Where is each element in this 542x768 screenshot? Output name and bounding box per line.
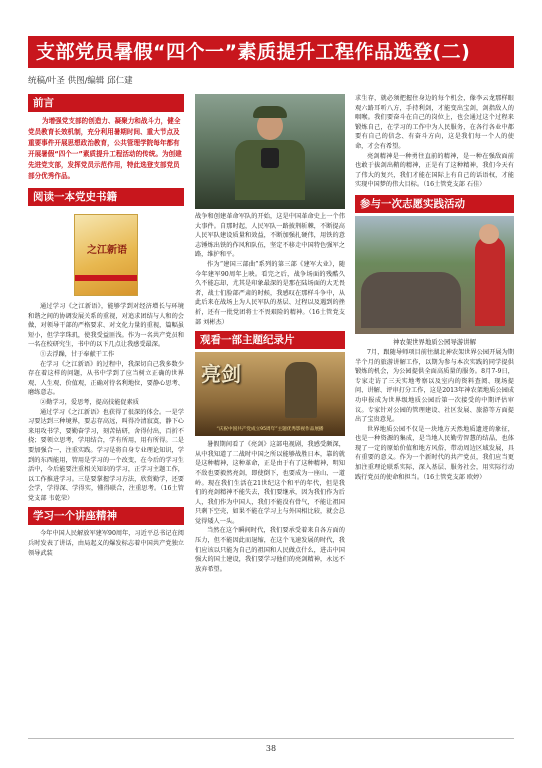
book-para-2: ①去浮躁，甘于奉献干工作 (40, 350, 115, 358)
photo-caption: 神农架世界地质公园导游讲解 (392, 337, 477, 346)
soldier-figure (285, 362, 317, 418)
speech-heading: 学习一个讲座精神 (28, 507, 184, 525)
film-heading: 观看一部主题纪录片 (195, 331, 345, 349)
film-poster-caption: “庆祝中国共产党成立95周年”主题优秀影视作品展播 (216, 427, 324, 433)
book-heading: 阅读一本党史书籍 (28, 188, 184, 206)
visitors-group (361, 272, 461, 328)
military-leader-photo (195, 94, 345, 209)
speech-text: 今年中国人民解放军建军90周年，习近平总书记在阅兵时发表了讲话，由局起义的爆发标志着中国共产党独立领导武装 (28, 530, 184, 557)
volunteer-photo (355, 216, 514, 334)
page-title: 支部党员暑假“四个一”素质提升工程作品选登(二) (36, 41, 471, 63)
practice-heading: 参与一次志愿实践活动 (355, 195, 514, 213)
practice-para-2: 世界地质公园不仅是一块地方天然地质遗迹的象征，也是一种资源的集成，是当地人民勤劳智慧的结晶，也体现了一定的原始价值和地方风俗，带动周边区域发展，具有重要的意义。作为一个新时代的共产党员，我们应当更加注重理论联系实际，深入基层、服务社会，用实际行动践行党员的使命和担当。（16土管党支部 欧婷） (355, 425, 514, 481)
middle-column (195, 94, 345, 574)
middle-para-1: 战争和创建革命军队的开始，这是中国革命史上一个伟大事件。自那时起，人民军队一路披荆斩棘，不断提高人民军队建设质量和效益，不断加强扎硬伟，用铁的意志锤炼出铁的作风和队伍，坚定不移走中国特色强军之路，维护和平。 (195, 213, 345, 259)
figure-cap (253, 106, 287, 118)
film-poster-title: 亮剑 (201, 362, 241, 387)
footer-rule (28, 738, 514, 739)
middle-para-2: 作为“建国三部曲”系列的第三部《建军大业》，随今年建军90周年上映。看完之后，战争场面的残酷久久不能忘却，尤其是印象最深的是那在陆场面的大无畏者，战士们脸部严肃的时候，我感叹在那样斗争中，从此后来在战场上为人民军队的基层、过程以及遇到的挫折，还有一批党团将士不畏艰险的精神。（16土管党支部 刘彬杰） (195, 260, 345, 326)
preface-heading: 前言 (28, 94, 184, 112)
credit-line: 统稿/叶圣 供图/编辑 邱仁建 (28, 76, 133, 86)
guide-head (479, 224, 499, 244)
right-column (355, 94, 514, 482)
book-para-4: ②勤学习，爱思考，提高技能促素质 (40, 398, 139, 406)
book-para-1: 通过学习《之江新语》，能够学到对经济增长与环境和谐之间的协调发展关系的重视，对追求团结与人和的会做，对领导干部的严格要求、对文化力量的重视，篇幅虽短小，但学字珠玑，使我受益匪浅。作为一名共产党员和一名在校研究生，书中的以下几点让我感受最深。 (28, 303, 184, 349)
page-title-banner (28, 36, 514, 68)
book-cover-stripe (75, 275, 137, 281)
right-para-1: 求生存，就必须把握住身边的每个机会，像李云龙那样眼观六路耳听八方，手持利剑，才能变出宝剑，剑指敌人的咽喉。我们要奋斗在自己的岗位上，也会通过这个过程来锻炼自己，在学习的工作中为人民服务，在各行各业中都要有自己的信念、有奋斗方向，这是我们每一个人的使命，才会有希望。 (355, 95, 514, 150)
film-para-1: 暑假期间看了《亮剑》这部电视剧，我感受颇深，从中我知道了二战时中国之所以能够战胜日本，靠的就是这种精神，这种革命，正是由于有了这种精神，明知不敌也要毅然亮剑，即使倒下，也要成为一座山、一道岭。现在我们生活在21世纪这个和平的年代，但是我们的亮剑精神不能失去，我们要继承，因为我们作为后人，我们作为中国人，我们不能没有骨气，不能让祖国只剩下空壳，如果不能在学习上与外国相比较，就会总觉得矮人一头。 (195, 441, 345, 525)
book-para-3: 在学习《之江新语》的过程中，我深切自己我多数少存在着这样的问题，从书中学到了应当树立正确的世界观、人生观、价值观，正确对待名利地位，要静心思考、磨练意志。 (28, 360, 184, 397)
guide-figure (475, 236, 505, 326)
book-para-5: 通过学习《之江新语》也获得了很深的体会。一是学习要达到三种境界，要志存高远，叫得冷清寂寞，静下心来用攻书学，要勤奋学习，刻苦钻研，舍得付出，百折不挠；要领立思考，学用结合，学有所用，用有所得。二是要加强合一，注重实践。学习是将自身专业理论知识，学到的东西能用，管用是学习的一个改变，在今后的学习生活中，今后能要注重相关知识的学习，正学习主题工作，以工作推进学习。三是要掌握学习方法，欣赏勤学，还要会学，学得深、学得实，懂得联合，注重思考。（16土管党支部 韦乾荣） (28, 408, 184, 502)
page-number: 38 (265, 744, 277, 753)
film-poster (195, 352, 345, 436)
film-para-2: 当然在这个瞬间时代，我们要承受着来自各方面的压力，但不能因此而退缩，在这个飞速发展的时代，我们应该以只能为自己的祖国和人民做点什么，进击中国强大的国土建设，我们要学习他们的亮剑精神，永远不放弃希望。 (195, 527, 345, 573)
book-cover-title: 之江新语 (87, 245, 127, 256)
microphones (261, 148, 279, 168)
left-column (28, 94, 184, 558)
preface-text: 为增强党支部的创造力、凝聚力和战斗力，健全党员教育长效机制，充分利用暑期时间、重大节点及重要事件开展思想政治教育，公共管理学院每年都有开展暑假“四个一”素质提升工程活动的传统。为创建先进党支部，发挥党员示范作用，特此选登支部党员部分优秀作品。 (28, 117, 182, 180)
book-cover-image (74, 214, 138, 296)
practice-para-1: 7月，跟随导师项目前往湖北神农架世界公园开展为期半个月的旅游讲解工作，以期为参与本次实践的同学提供锻炼的机会，为公园提供全面高质量的服务。8月7-9日，专家走访了三天实地考察以及室内的资料查阅、现场提问、讲解、评审打分工作，这是2013年神农架地质公园成功申报成为世界级地质公园后第一次接受的中期评估审议。专家针对公园的管理建设、社区发展、旅游等方面提出了宝贵意见。 (355, 348, 514, 424)
right-para-2: 亮剑精神是一种勇往直前的精神，是一种在强敌面前也敢于拔剑出鞘的精神，正是有了这种精神，我们今天有了伟大的复兴，我们才能在国际上有自己的话语权，才能实现中国梦的伟大目标。（16土管党支部 石佳） (355, 152, 514, 189)
